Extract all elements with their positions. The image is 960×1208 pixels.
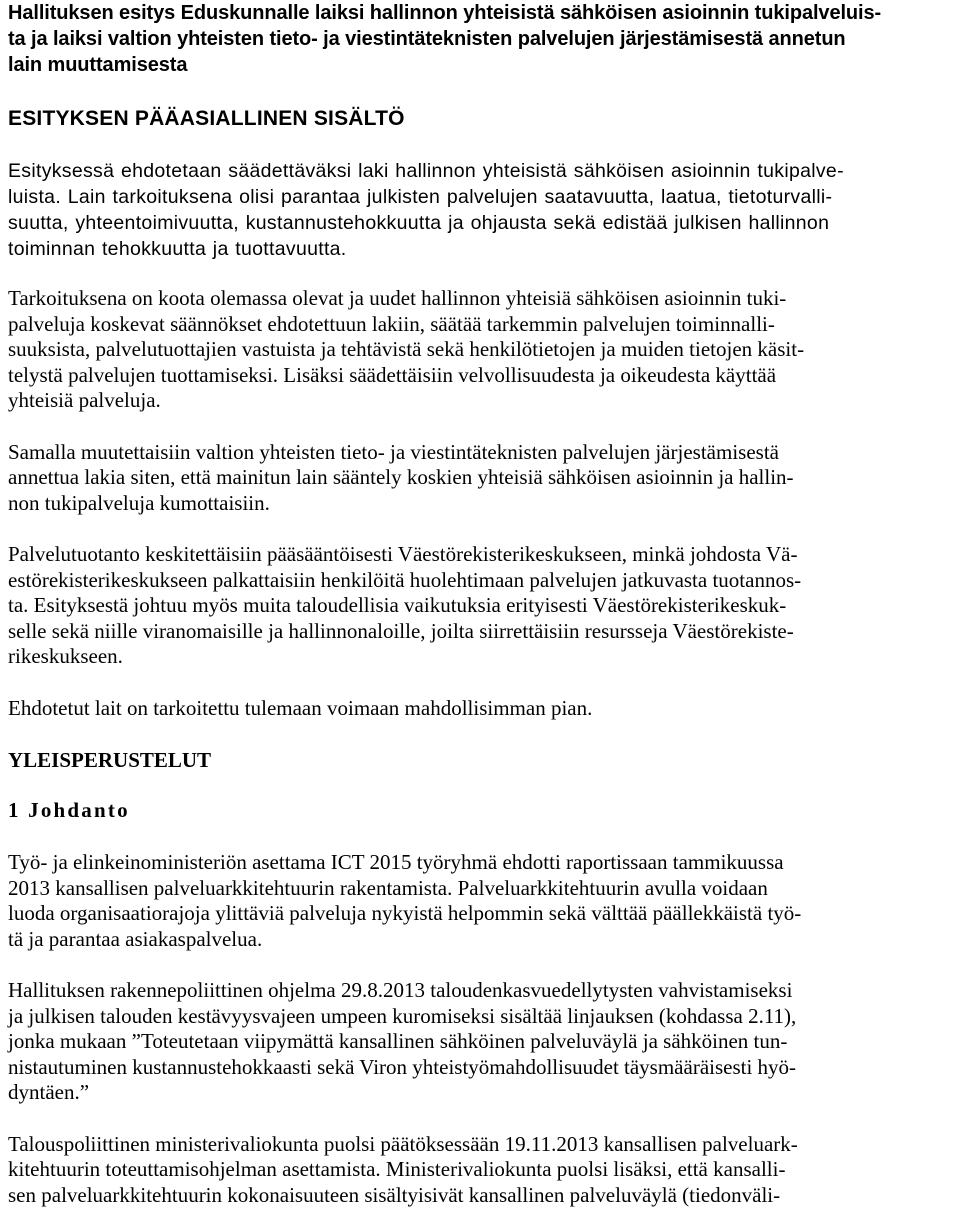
paragraph-line: yhteisiä palveluja.: [8, 388, 954, 414]
summary-paragraph: [8, 158, 954, 262]
summary-line: suutta, yhteentoimivuutta, kustannustehokkuutta ja ohjausta sekä edistää julkisen hallinnon: [8, 210, 954, 236]
paragraph-line: palveluja koskevat säännökset ehdotettuun lakiin, säätää tarkemmin palvelujen toiminnalli-: [8, 312, 954, 338]
paragraph-line: non tukipalveluja kumottaisiin.: [8, 491, 954, 517]
paragraph-amendment: [8, 440, 954, 517]
paragraph-line: annettua lakia siten, että mainitun lain sääntely koskien yhteisiä sähköisen asioinnin ja hallin-: [8, 465, 954, 491]
paragraph-line: telystä palvelujen tuottamiseksi. Lisäksi säädettäisiin velvollisuudesta ja oikeudesta käyttää: [8, 363, 954, 389]
paragraph-line: kitehtuurin toteuttamisohjelman asettamista. Ministerivaliokunta puolsi lisäksi, että kansalli-: [8, 1157, 954, 1183]
paragraph-line: rikeskukseen.: [8, 644, 954, 670]
summary-line: Esityksessä ehdotetaan säädettäväksi laki hallinnon yhteisistä sähköisen asioinnin tukipalve-: [8, 158, 954, 184]
paragraph-line: sen palveluarkkitehtuurin kokonaisuuteen sisältyisivät kansallinen palveluväylä (tiedonväli-: [8, 1183, 954, 1208]
paragraph-line: Talouspoliittinen ministerivaliokunta puolsi päätöksessään 19.11.2013 kansallisen palveluark-: [8, 1132, 954, 1158]
paragraph-line: Hallituksen rakennepoliittinen ohjelma 29.8.2013 taloudenkasvuedellytysten vahvistamiseksi: [8, 978, 954, 1004]
paragraph-production: [8, 542, 954, 670]
title-line: ta ja laiksi valtion yhteisten tieto- ja viestintäteknisten palvelujen järjestämisestä annetun: [8, 26, 954, 52]
document-page: [8, 0, 954, 1208]
paragraph-line: selle sekä niille viranomaisille ja hallinnonaloille, joilta siirrettäisiin resursseja Väestörekiste-: [8, 619, 954, 645]
paragraph-line: Palvelutuotanto keskitettäisiin pääsääntöisesti Väestörekisterikeskukseen, minkä johdosta Vä-: [8, 542, 954, 568]
paragraph-line: dyntäen.”: [8, 1080, 954, 1106]
document-title: [8, 0, 954, 78]
general-justification-heading: YLEISPERUSTELUT: [8, 747, 954, 773]
paragraph-line: suuksista, palvelutuottajien vastuista ja tehtävistä sekä henkilötietojen ja muiden tietojen käsit-: [8, 337, 954, 363]
paragraph-line: Samalla muutettaisiin valtion yhteisten tieto- ja viestintäteknisten palvelujen järjestämisestä: [8, 440, 954, 466]
summary-line: toiminnan tehokkuutta ja tuottavuutta.: [8, 236, 954, 262]
paragraph-line: ja julkisen talouden kestävyysvajeen umpeen kuromiseksi sisältää linjauksen (kohdassa 2.11),: [8, 1004, 954, 1030]
paragraph-line: ta. Esityksestä johtuu myös muita taloudellisia vaikutuksia erityisesti Väestörekisterikeskuk-: [8, 593, 954, 619]
title-line: Hallituksen esitys Eduskunnalle laiksi hallinnon yhteisistä sähköisen asioinnin tukipalveluis-: [8, 0, 954, 26]
paragraph-line: jonka mukaan ”Toteutetaan viipymättä kansallinen sähköinen palveluväylä ja sähköinen tun-: [8, 1029, 954, 1055]
paragraph-line: 2013 kansallisen palveluarkkitehtuurin rakentamista. Palveluarkkitehtuurin avulla voidaan: [8, 876, 954, 902]
paragraph-line: Työ- ja elinkeinoministeriön asettama ICT 2015 työryhmä ehdotti raportissaan tammikuussa: [8, 850, 954, 876]
paragraph-ict-2015: [8, 850, 954, 952]
section-heading-introduction: 1 Johdanto: [8, 797, 954, 823]
paragraph-effective-date: [8, 696, 954, 722]
paragraph-structural-programme: [8, 978, 954, 1106]
paragraph-line: luoda organisaatiorajoja ylittäviä palveluja nykyistä helpommin sekä välttää päällekkäistä työ-: [8, 901, 954, 927]
title-line: lain muuttamisesta: [8, 52, 954, 78]
paragraph-line: Ehdotetut lait on tarkoitettu tulemaan voimaan mahdollisimman pian.: [8, 696, 954, 722]
paragraph-ministerial-committee: [8, 1132, 954, 1208]
paragraph-purpose: [8, 286, 954, 414]
paragraph-line: estörekisterikeskukseen palkattaisiin henkilöitä huolehtimaan palvelujen jatkuvasta tuotannos-: [8, 568, 954, 594]
main-content-heading: ESITYKSEN PÄÄASIALLINEN SISÄLTÖ: [8, 106, 954, 132]
summary-line: luista. Lain tarkoituksena olisi parantaa julkisten palvelujen saatavuutta, laatua, tietoturvalli-: [8, 184, 954, 210]
paragraph-line: Tarkoituksena on koota olemassa olevat ja uudet hallinnon yhteisiä sähköisen asioinnin tuki-: [8, 286, 954, 312]
paragraph-line: tä ja parantaa asiakaspalvelua.: [8, 927, 954, 953]
paragraph-line: nistautuminen kustannustehokkaasti sekä Viron yhteistyömahdollisuudet täysmääräisesti hyö-: [8, 1055, 954, 1081]
